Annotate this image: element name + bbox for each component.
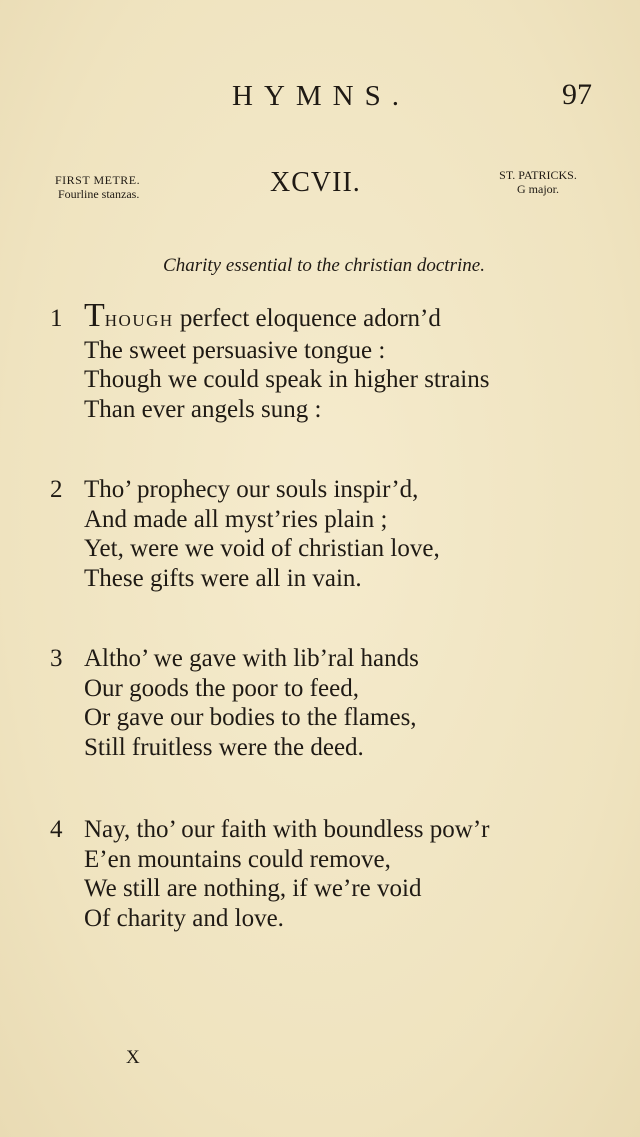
hymn-subtitle-text: Charity essential to the christian doctrine. (163, 255, 485, 276)
page-number: 97 (562, 78, 592, 111)
stanza-number: 2 (50, 476, 63, 503)
hymn-subtitle (0, 255, 640, 277)
stanza-line: Altho’ we gave with lib’ral hands (84, 645, 419, 672)
stanza-line: Tho’ prophecy our souls inspir’d, (84, 476, 419, 503)
stanza-line: The sweet persuasive tongue : (84, 336, 386, 364)
metre-label: FIRST METRE. (55, 173, 141, 187)
stanza-number: 3 (50, 645, 63, 672)
first-word-smallcaps: HOUGH (104, 311, 174, 330)
hymn-number: XCVII. (270, 167, 361, 198)
signature-mark: X (126, 1047, 140, 1068)
stanza-line: And made all myst’ries plain ; (84, 505, 388, 533)
stanza-line: Than ever angels sung : (84, 395, 322, 423)
stanza-1 (50, 297, 490, 424)
tune-key: G major. (517, 182, 559, 196)
stanza-line: Yet, were we void of christian love, (84, 535, 440, 562)
stanza-line: These gifts were all in vain. (84, 564, 362, 592)
metre-info (55, 173, 140, 201)
stanza-line: Our goods the poor to feed, (84, 674, 359, 702)
stanza-line: Nay, tho’ our faith with boundless pow’r (84, 816, 490, 843)
drop-cap: T (84, 297, 105, 334)
stanza-4 (50, 815, 489, 933)
stanza-2 (50, 475, 440, 593)
running-head: HYMNS. (232, 80, 410, 112)
stanza-number: 1 (50, 305, 63, 332)
stanza-line: Though we could speak in higher strains (84, 366, 490, 393)
tune-name: ST. PATRICKS. (499, 168, 577, 182)
tune-info (482, 168, 594, 196)
stanza-line: Or gave our bodies to the flames, (84, 704, 417, 731)
stanza-line (50, 297, 489, 336)
stanza-line: Of charity and love. (84, 904, 284, 932)
stanza-line: E’en mountains could remove, (84, 845, 391, 873)
stanza-number: 4 (50, 816, 63, 843)
stanza-line: Still fruitless were the deed. (84, 733, 364, 761)
stanza-3 (50, 644, 419, 762)
stanza-form-label: Fourline stanzas. (58, 187, 140, 201)
first-line-rest: perfect eloquence adorn’d (173, 305, 441, 332)
stanza-line: We still are nothing, if we’re void (84, 875, 422, 902)
